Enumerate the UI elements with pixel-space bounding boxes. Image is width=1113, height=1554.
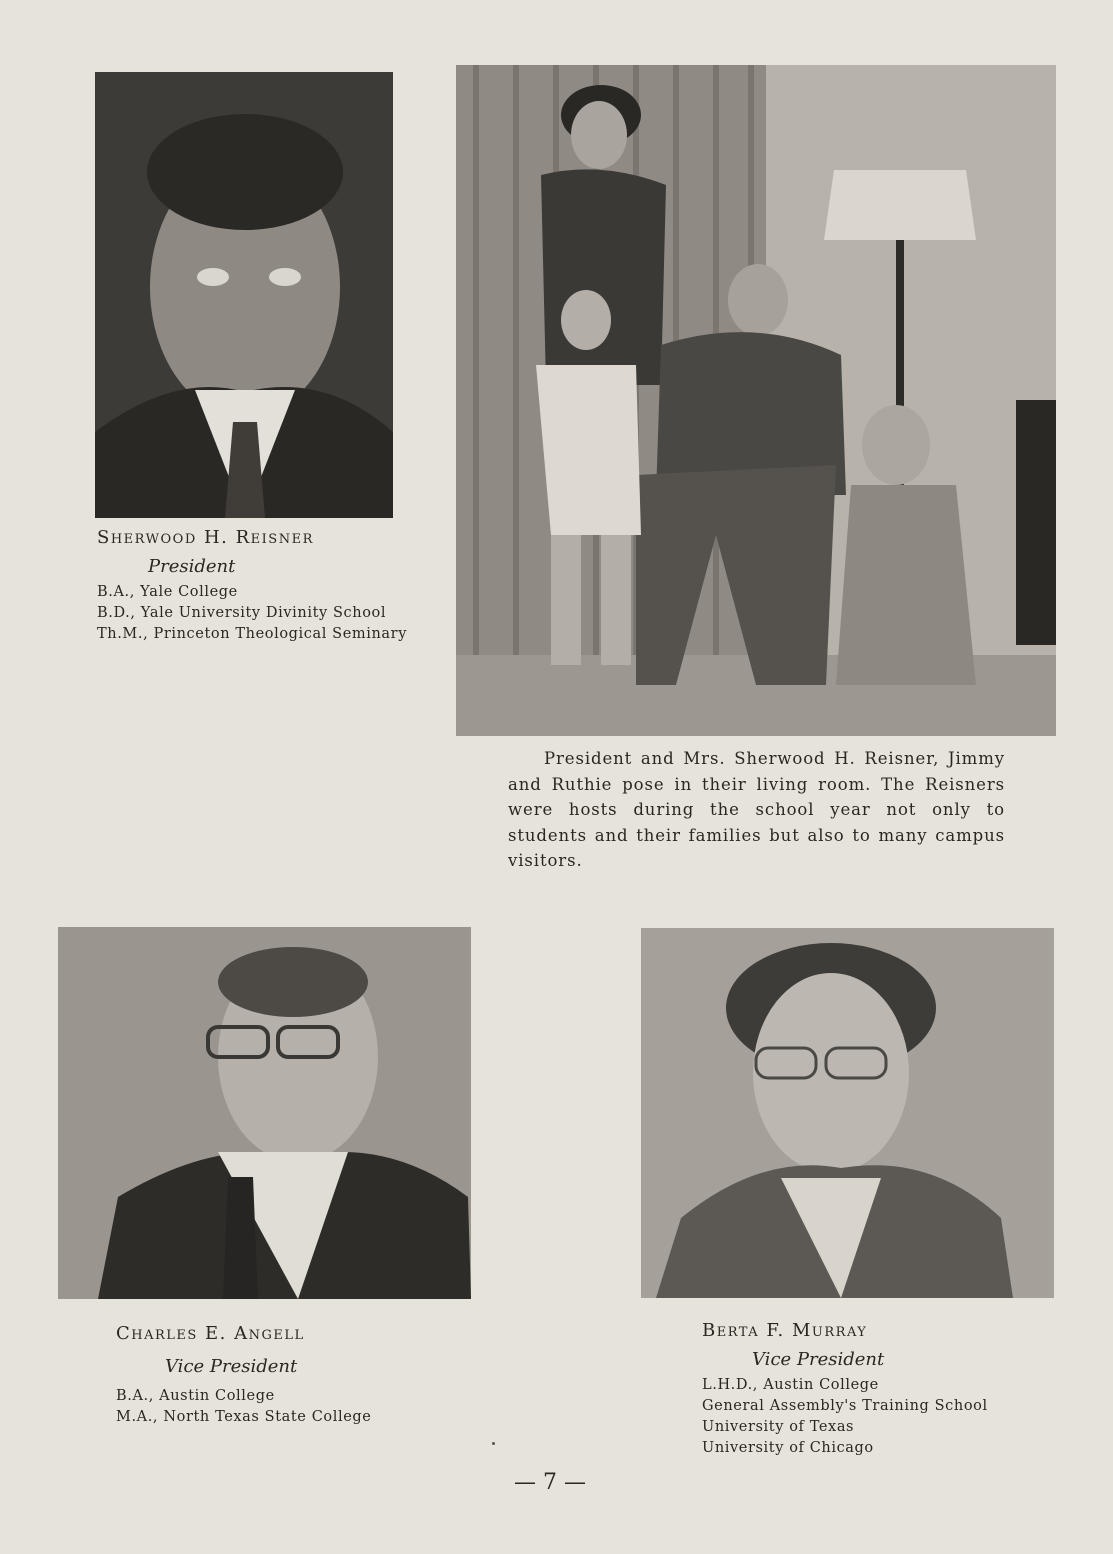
murray-degrees — [702, 1375, 988, 1459]
angell-portrait-photo — [58, 927, 471, 1299]
print-speck — [492, 1442, 495, 1445]
angell-title: Vice President — [165, 1356, 298, 1377]
angell-name: Charles E. Angell — [116, 1323, 305, 1344]
reisner-portrait-photo — [95, 72, 393, 518]
murray-name: Berta F. Murray — [702, 1320, 868, 1341]
degree-item: B.A., Yale College — [97, 584, 238, 600]
degree-item: Th.M., Princeton Theological Seminary — [97, 626, 407, 642]
degree-item: L.H.D., Austin College — [702, 1377, 879, 1393]
reisner-degrees — [97, 582, 407, 645]
reisner-name: Sherwood H. Reisner — [97, 527, 314, 548]
murray-title: Vice President — [752, 1349, 885, 1370]
murray-portrait-photo — [641, 928, 1054, 1298]
degree-item: B.D., Yale University Divinity School — [97, 605, 387, 621]
family-photo-caption: President and Mrs. Sherwood H. Reisner, Jimmy and Ruthie pose in their living room. The Reisners were hosts during the school year not only to students and their families but also to many campus visitors. — [508, 749, 1005, 870]
degree-item: University of Chicago — [702, 1440, 874, 1456]
reisner-family-photo — [456, 65, 1056, 736]
degree-item: M.A., North Texas State College — [116, 1409, 372, 1425]
degree-item: B.A., Austin College — [116, 1388, 275, 1404]
angell-degrees — [116, 1386, 371, 1428]
degree-item: General Assembly's Training School — [702, 1398, 988, 1414]
page-number: — 7 — — [514, 1470, 586, 1495]
degree-item: University of Texas — [702, 1419, 855, 1435]
reisner-title: President — [148, 556, 236, 577]
